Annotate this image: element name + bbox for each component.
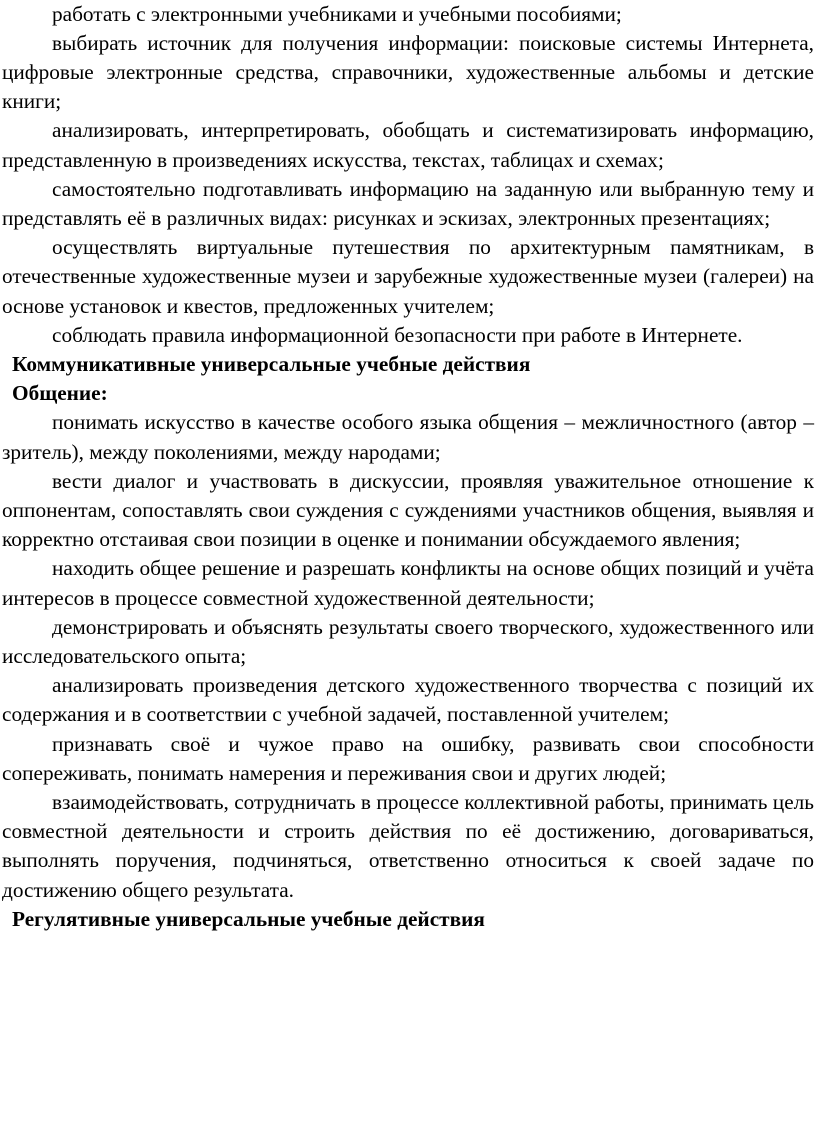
- list-item: самостоятельно подготавливать информацию на заданную или выбранную тему и представлять её в различных видах: рисунках и эскизах, электронных презентациях;: [2, 176, 814, 230]
- list-item: выбирать источник для получения информации: поисковые системы Интернета, цифровые электронные средства, справочники, художественные альбомы и детские книги;: [2, 30, 814, 114]
- list-item: демонстрировать и объяснять результаты своего творческого, художественного или исследовательского опыта;: [2, 614, 814, 668]
- list-item: понимать искусство в качестве особого языка общения – межличностного (автор – зритель), между поколениями, между народами;: [2, 410, 814, 464]
- list-item: соблюдать правила информационной безопасности при работе в Интернете.: [52, 322, 743, 347]
- list-item: взаимодействовать, сотрудничать в процессе коллективной работы, принимать цель совместной деятельности и строить действия по её достижению, договариваться, выполнять поручения, подчиняться, ответственно относиться к своей задаче по достижению общего результата.: [2, 789, 814, 902]
- section-heading-regulative: Регулятивные универсальные учебные действия: [12, 906, 485, 931]
- list-item: признавать своё и чужое право на ошибку, развивать свои способности сопереживать, понимать намерения и переживания свои и других людей;: [2, 731, 814, 785]
- list-item: анализировать произведения детского художественного творчества с позиций их содержания и в соответствии с учебной задачей, поставленной учителем;: [2, 673, 814, 727]
- list-item: осуществлять виртуальные путешествия по архитектурным памятникам, в отечественные художественные музеи и зарубежные художественные музеи (галереи) на основе установок и квестов, предложенных учителем;: [2, 235, 814, 318]
- list-item: находить общее решение и разрешать конфликты на основе общих позиций и учёта интересов в процессе совместной художественной деятельности;: [2, 556, 814, 610]
- subsection-heading-communication: Общение:: [12, 381, 108, 406]
- list-item: вести диалог и участвовать в дискуссии, проявляя уважительное отношение к оппонентам, сопоставлять свои суждения с суждениями участников общения, выявляя и корректно отстаивая свои позиции в оценке и понимании обсуждаемого явления;: [2, 468, 814, 552]
- list-item: работать с электронными учебниками и учебными пособиями;: [52, 1, 622, 26]
- list-item: анализировать, интерпретировать, обобщать и систематизировать информацию, представленную в произведениях искусства, текстах, таблицах и схемах;: [2, 118, 814, 172]
- section-heading-communicative: Коммуникативные универсальные учебные действия: [12, 351, 531, 376]
